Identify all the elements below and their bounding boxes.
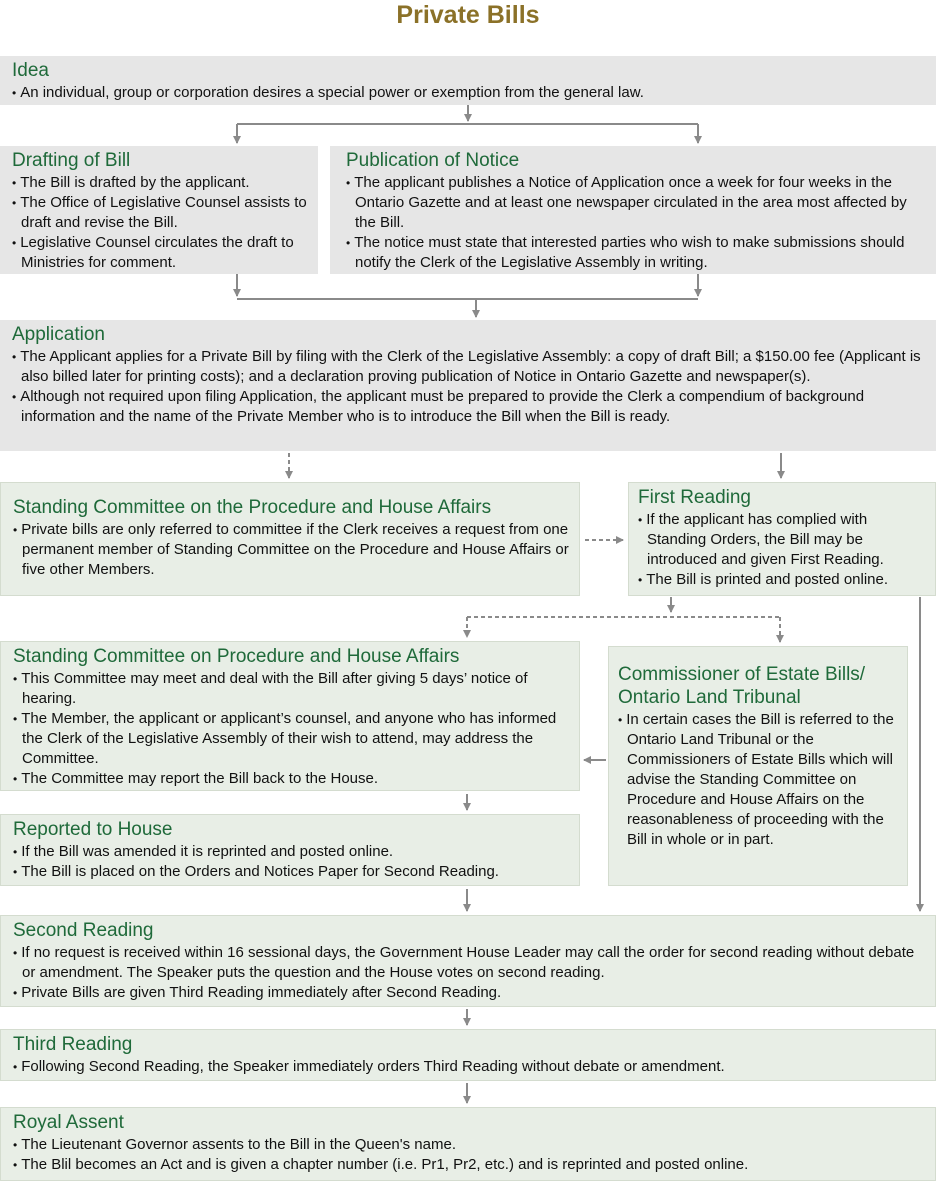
application-bullet-1: • The Applicant applies for a Private Bill by filing with the Clerk of the Legislative Assembly: a copy of draft Bill; a $150.00 fee (Applicant is also billed later for printing costs); and a declaration proving publication of Notice in Ontario Gazette and newspaper(s).	[12, 347, 930, 387]
royal-assent-heading: Royal Assent	[13, 1112, 124, 1133]
application-heading: Application	[12, 324, 105, 345]
reported-bullet-1: • If the Bill was amended it is reprinted and posted online.	[13, 842, 573, 862]
notice-bullet-2: • The notice must state that interested parties who wish to make submissions should notify the Clerk of the Legislative Assembly in writing.	[346, 233, 930, 273]
drafting-box	[0, 146, 318, 274]
drafting-heading: Drafting of Bill	[12, 150, 131, 171]
third-reading-box	[0, 1029, 936, 1081]
royal-assent-bullet-1: • The Lieutenant Governor assents to the Bill in the Queen's name.	[13, 1135, 929, 1155]
drafting-bullet-1: • The Bill is drafted by the applicant.	[12, 173, 312, 193]
drafting-bullet-2: • The Office of Legislative Counsel assists to draft and revise the Bill.	[12, 193, 312, 233]
reported-bullet-2: • The Bill is placed on the Orders and Notices Paper for Second Reading.	[13, 862, 573, 882]
committee-hearing-bullet-1: • This Committee may meet and deal with the Bill after giving 5 days’ notice of hearing.	[13, 669, 573, 709]
idea-box	[0, 56, 936, 105]
application-bullet-2: • Although not required upon filing Application, the applicant must be prepared to provide the Clerk a compendium of background information and the name of the Private Member who is to introduce the Bill when the Bill is ready.	[12, 387, 930, 427]
committee-referral-heading: Standing Committee on the Procedure and House Affairs	[13, 497, 492, 518]
commissioner-bullet-1: • In certain cases the Bill is referred to the Ontario Land Tribunal or the Commissioners of Estate Bills which will advise the Standing Committee on Procedure and House Affairs on the reasonableness of proceeding with the Bill in whole or in part.	[618, 710, 901, 850]
second-reading-heading: Second Reading	[13, 920, 154, 941]
committee-referral-box	[0, 482, 580, 596]
idea-heading: Idea	[12, 60, 49, 81]
idea-bullet-1: • An individual, group or corporation desires a special power or exemption from the general law.	[12, 83, 930, 103]
second-reading-box	[0, 915, 936, 1007]
reported-box	[0, 814, 580, 886]
page-title: Private Bills	[396, 1, 540, 29]
reported-heading: Reported to House	[13, 819, 173, 840]
application-box	[0, 320, 936, 451]
committee-hearing-bullet-3: • The Committee may report the Bill back to the House.	[13, 769, 573, 789]
drafting-bullet-3: • Legislative Counsel circulates the draft to Ministries for comment.	[12, 233, 312, 273]
first-reading-box	[628, 482, 936, 596]
first-reading-bullet-1: • If the applicant has complied with Standing Orders, the Bill may be introduced and given First Reading.	[638, 510, 929, 570]
third-reading-heading: Third Reading	[13, 1034, 133, 1055]
notice-box	[330, 146, 936, 274]
committee-hearing-box	[0, 641, 580, 791]
commissioner-box	[608, 646, 908, 886]
first-reading-bullet-2: • The Bill is printed and posted online.	[638, 570, 929, 590]
commissioner-heading: Commissioner of Estate Bills/ Ontario Land Tribunal	[618, 664, 866, 708]
third-reading-bullet-1: • Following Second Reading, the Speaker immediately orders Third Reading without debate or amendment.	[13, 1057, 929, 1077]
notice-heading: Publication of Notice	[346, 150, 520, 171]
first-reading-heading: First Reading	[638, 487, 751, 508]
second-reading-bullet-1: • If no request is received within 16 sessional days, the Government House Leader may call the order for second reading without debate or amendment. The Speaker puts the question and the House votes on second reading.	[13, 943, 929, 983]
royal-assent-bullet-2: • The Blil becomes an Act and is given a chapter number (i.e. Pr1, Pr2, etc.) and is reprinted and posted online.	[13, 1155, 929, 1175]
royal-assent-box	[0, 1107, 936, 1181]
committee-hearing-bullet-2: • The Member, the applicant or applicant’s counsel, and anyone who has informed the Clerk of the Legislative Assembly of their wish to attend, may address the Committee.	[13, 709, 573, 769]
committee-hearing-heading: Standing Committee on Procedure and House Affairs	[13, 646, 460, 667]
notice-bullet-1: • The applicant publishes a Notice of Application once a week for four weeks in the Ontario Gazette and at least one newspaper circulated in the area most affected by the Bill.	[346, 173, 930, 233]
second-reading-bullet-2: • Private Bills are given Third Reading immediately after Second Reading.	[13, 983, 929, 1003]
committee-referral-bullet-1: • Private bills are only referred to committee if the Clerk receives a request from one permanent member of Standing Committee on the Procedure and House Affairs or five other Members.	[13, 520, 573, 580]
